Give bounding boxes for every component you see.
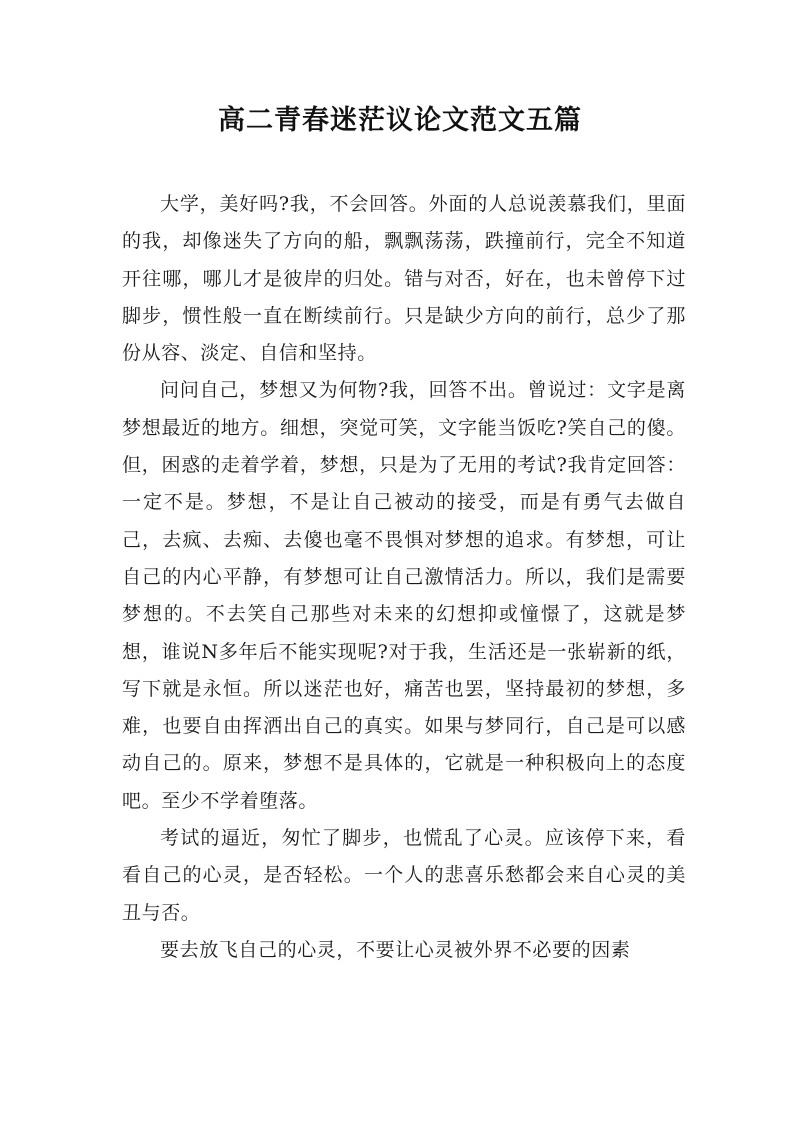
document-title: 高二青春迷茫议论文范文五篇 <box>218 105 582 136</box>
document-body <box>122 186 686 969</box>
paragraph: 大学，美好吗?我，不会回答。外面的人总说羡慕我们，里面的我，却像迷失了方向的船，飘飘荡荡，跌撞前行，完全不知道开往哪，哪儿才是彼岸的归处。错与对否，好在，也未曾停下过脚步，惯性般一直在断续前行。只是缺少方向的前行，总少了那份从容、淡定、自信和坚持。 <box>122 193 686 365</box>
paragraph: 要去放飞自己的心灵，不要让心灵被外界不必要的因素 <box>160 938 631 961</box>
paragraph: 问问自己，梦想又为何物?我，回答不出。曾说过：文字是离梦想最近的地方。细想，突觉可笑，文字能当饭吃?笑自己的傻。但，困惑的走着学着，梦想，只是为了无用的考试?我肯定回答：一定不是。梦想，不是让自己被动的接受，而是有勇气去做自己，去疯、去痴、去傻也毫不畏惧对梦想的追求。有梦想，可让自己的内心平静，有梦想可让自己激情活力。所以，我们是需要梦想的。不去笑自己那些对未来的幻想抑或憧憬了，这就是梦想，谁说N多年后不能实现呢?对于我，生活还是一张崭新的纸，写下就是永恒。所以迷茫也好，痛苦也罢，坚持最初的梦想，多难，也要自由挥洒出自己的真实。如果与梦同行，自己是可以感动自己的。原来，梦想不是具体的，它就是一种积极向上的态度吧。至少不学着堕落。 <box>122 379 686 812</box>
paragraph: 考试的逼近，匆忙了脚步，也慌乱了心灵。应该停下来，看看自己的心灵，是否轻松。一个人的悲喜乐愁都会来自心灵的美丑与否。 <box>122 827 686 924</box>
